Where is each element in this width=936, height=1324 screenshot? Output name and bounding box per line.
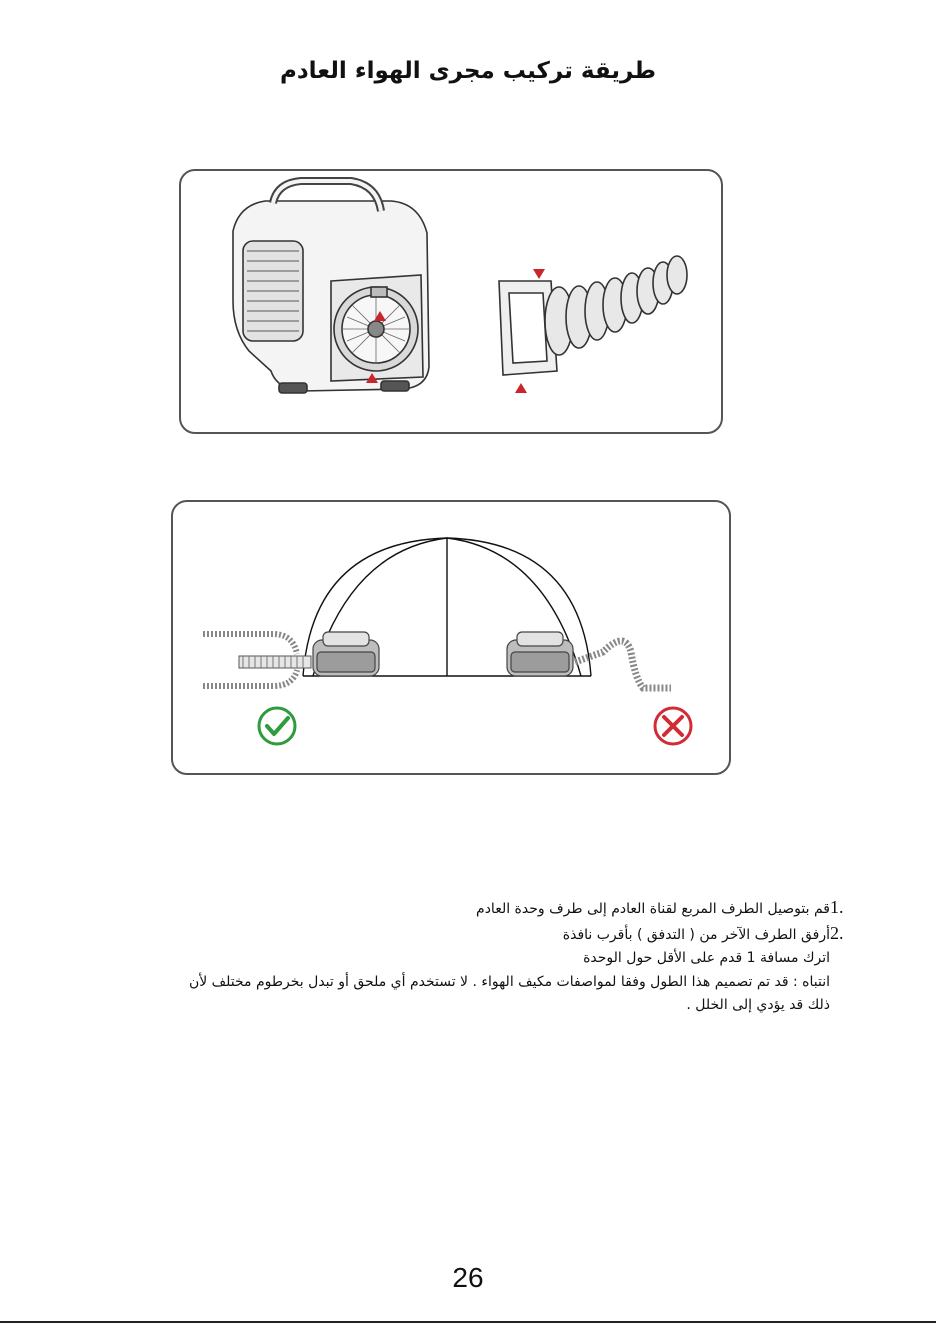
installation-instructions <box>70 896 860 1018</box>
instruction-step-1 <box>70 896 860 922</box>
step-text: أرفق الطرف الآخر من ( التدفق ) بأقرب نافذة <box>562 926 830 943</box>
exhaust-hose-straight <box>203 634 311 686</box>
cross-icon <box>655 708 691 744</box>
check-icon <box>259 708 295 744</box>
red-arrow-marker <box>515 383 527 393</box>
placement-illustration <box>173 502 729 773</box>
red-arrow-marker <box>533 269 545 279</box>
instruction-step-2 <box>70 922 860 948</box>
step-number: .1 <box>830 897 844 917</box>
air-conditioner-unit <box>233 181 429 393</box>
warning-note: انتباه : قد تم تصميم هذا الطول وفقا لمواصفات مكيف الهواء . لا تستخدم أي ملحق أو تبدل بخرطوم مختلف لأن <box>188 973 830 990</box>
page-title: طريقة تركيب مجرى الهواء العادم <box>280 58 656 84</box>
step-text: قم بتوصيل الطرف المربع لقناة العادم إلى طرف وحدة العادم <box>476 901 830 917</box>
exhaust-hose-with-square-adapter <box>499 256 687 375</box>
air-conditioner-unit <box>507 632 573 676</box>
instruction-step-3: اترك مسافة 1 قدم على الأقل حول الوحدة <box>583 950 830 966</box>
bottom-rule <box>0 1321 936 1323</box>
air-conditioner-unit <box>313 632 379 676</box>
warning-note-continued: ذلك قد يؤدي إلى الخلل . <box>686 997 830 1013</box>
step-number: .2 <box>830 922 844 943</box>
page-number: 26 <box>452 1262 484 1293</box>
install-illustration <box>181 171 721 432</box>
placement-figure-panel <box>171 500 731 775</box>
install-figure-panel <box>179 169 723 434</box>
